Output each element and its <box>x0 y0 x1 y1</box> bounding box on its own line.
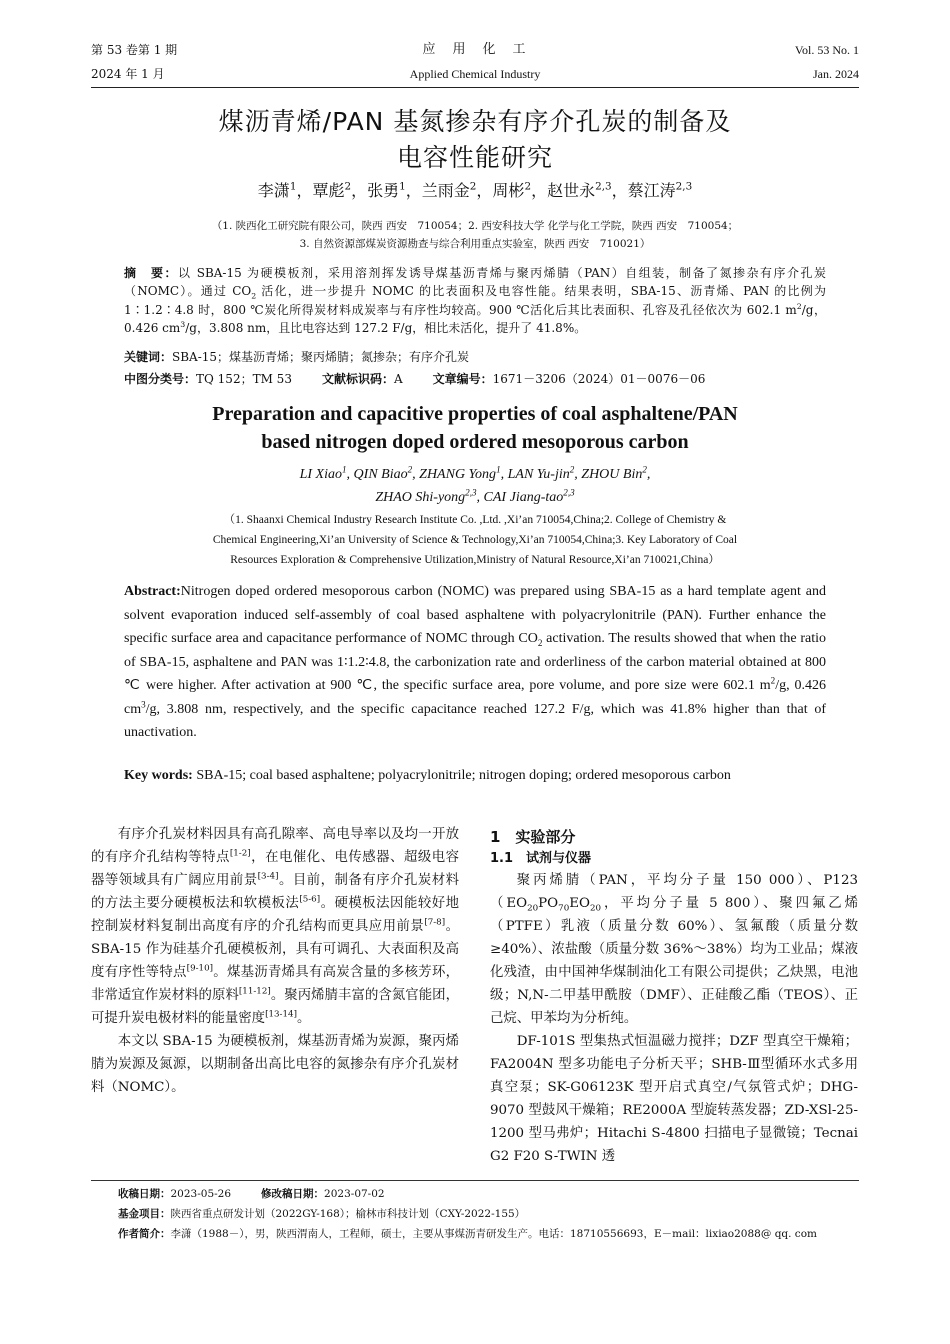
affiliation-en-line2: Chemical Engineering,Xi’an University of Science & Technology,Xi’an 710054,China;3. Key Laboratory of Coal <box>212 534 738 546</box>
header-date-en: Jan. 2024 <box>813 67 859 81</box>
keywords-cn: 关键词：SBA-15；煤基沥青烯；聚丙烯腈；氮掺杂；有序介孔炭 <box>124 350 470 364</box>
body-paragraph: 聚丙烯腈（PAN，平均分子量 150 000）、$P123(EO_{20}PO_{70}EO_{20}$，平均分子量 5 800）、聚四氟乙烯（PTFE）乳液（质量分数 60%）、氢氟酸（质量分数≥40%）、浓盐酸（质量分数 36%～38%）均为工业品；煤液化残渣，由中国神华煤制油化工有限公司提供；乙炔黑，电池级；N,N-二甲基甲酰胺（DMF）、正硅酸乙酯（TEOS）、正己烷、甲苯均为分析纯。 <box>490 873 858 1026</box>
body-paragraph: 本文以 SBA-15 为硬模板剂，煤基沥青烯为炭源，聚丙烯腈为炭源及氮源，以期制备出高比电容的氮掺杂有序介孔炭材料（NOMC）。 <box>91 1034 459 1095</box>
header-rule <box>91 87 859 88</box>
affiliation-en-line3: Resources Exploration & Comprehensive Utilization,Ministry of Natural Resource,Xi’an 710021,China） <box>230 554 720 566</box>
author-cn: 赵世永 <box>547 181 596 200</box>
header-volume-issue: 第 53 卷第 1 期 <box>91 43 178 57</box>
footnote-author-bio: 作者简介：李潇（1988－），男，陕西渭南人，工程师，硕士，主要从事煤沥青研发生产。电话：18710556693，E－mail：lixiao2088@ qq. com <box>118 1228 817 1240</box>
title-cn-line1: 煤沥青烯/PAN 基氮掺杂有序介孔炭的制备及 <box>218 107 732 136</box>
authors-en-line2: ZHAO Shi-yong$^{2,3}$, CAI Jiang-tao$^{2,3}$ <box>375 487 575 505</box>
abstract-cn: 摘 要：以 SBA-15 为硬模板剂，采用溶剂挥发诱导煤基沥青烯与聚丙烯腈（PAN）自组装，制备了氮掺杂有序介孔炭（NOMC）。通过 $CO_2$ 活化，进一步提升 NOMC 的比表面积及电容性能。结果表明，SBA-15、沥青烯、PAN 的比例为 1∶1.2∶4.8 时，800 ℃炭化所得炭材料成炭率与有序性均较高。900 ℃活化后其比表面积、孔容及孔径依次为 602.1 $m^2/g$，0.426 $cm^3/g$，3.808 nm，且比电容达到 127.2 F/g，相比未活化，提升了 41.8%。 <box>124 266 826 335</box>
abstract-en: Abstract:Nitrogen doped ordered mesoporous carbon (NOMC) was prepared using SBA-15 as a hard template agent and solvent evaporation induced self-assembly of coal based asphaltene with polyacrylonitrile (PAN). Further enhance the specific surface area and capacitance performance of NOMC through $CO_2$ activation. The results showed that when the ratio of SBA-15, asphaltene and PAN was 1∶1.2∶4.8, the carbonization rate and orderliness of the carbon material obtained at 800 ℃ were higher. After activation at 900 ℃, the specific surface area, pore volume, and pore size were 602.1 $m^2/g$, 0.426 $cm^3/g$, 3.808 nm, respectively, and the specific capacitance reached 127.2 F/g, which was 41.8% higher than that of unactivation. <box>124 584 827 740</box>
keywords-cn-label: 关键词： <box>124 350 173 364</box>
header-vol-en: Vol. 53 No. 1 <box>794 43 859 57</box>
authors-cn: 李潇$^1$，覃彪$^2$，张勇$^1$，兰雨金$^2$，周彬$^2$，赵世永$^{2,3}$，蔡江涛$^{2,3}$ <box>257 180 693 200</box>
author-cn: 李潇 <box>257 181 290 200</box>
author-cn: 张勇 <box>367 181 400 200</box>
affiliation-en-line1: （1. Shaanxi Chemical Industry Research Institute Co. ,Ltd. ,Xi’an 710054,China;2. College of Chemistry & <box>223 514 727 526</box>
header-journal-cn: 应 用 化 工 <box>422 42 528 57</box>
author-cn: 蔡江涛 <box>627 181 676 200</box>
author-cn: 兰雨金 <box>421 181 470 200</box>
title-en-line2: based nitrogen doped ordered mesoporous carbon <box>261 431 689 453</box>
header-date: 2024 年 1 月 <box>91 67 165 81</box>
title-cn-line2: 电容性能研究 <box>396 143 553 172</box>
classification-line: 中图分类号：TQ 152；TM 53 文献标识码：A 文章编号：1671－3206（2024）01－0076－06 <box>124 372 706 386</box>
keywords-en: Key words: SBA-15; coal based asphaltene; polyacrylonitrile; nitrogen doping; ordered mesoporous carbon <box>124 768 731 783</box>
footnote-dates: 收稿日期：2023-05-26 修改稿日期：2023-07-02 <box>118 1188 385 1200</box>
abstract-cn-label: 摘 要： <box>124 266 178 280</box>
body-paragraph: DF-101S 型集热式恒温磁力搅拌；DZF 型真空干燥箱；FA2004N 型多功能电子分析天平；SHB-Ⅲ型循环水式多用真空泵；SK-G06123K 型开启式真空/气氛管式炉；DHG-9070 型鼓风干燥箱；RE2000A 型旋转蒸发器；ZD-XSl-25-1200 型马弗炉；Hitachi S-4800 扫描电子显微镜；Tecnai G2 F20 S-TWIN 透 <box>490 1034 858 1164</box>
abstract-en-label: Abstract: <box>124 584 181 599</box>
author-cn: 覃彪 <box>312 181 345 200</box>
section-heading: 1 实验部分 <box>490 828 576 846</box>
affiliation-cn-line1: （1. 陕西化工研究院有限公司，陕西 西安 710054；2. 西安科技大学 化学与化工学院，陕西 西安 710054； <box>211 220 739 232</box>
author-cn: 周彬 <box>492 181 525 200</box>
subsection-heading: 1.1 试剂与仪器 <box>490 851 592 866</box>
title-en-line1: Preparation and capacitive properties of coal asphaltene/PAN <box>212 403 738 425</box>
body-right-column <box>490 825 858 1168</box>
body-paragraph: 有序介孔炭材料因具有高孔隙率、高电导率以及均一开放的有序介孔结构等特点[1-2]，在电催化、电传感器、超级电容器等领域具有广阔应用前景[3-4]。目前，制备有序介孔炭材料的方法主要分硬模板法和软模板法[5-6]。硬模板法因能较好地控制炭材料复制出高度有序的介孔结构而更具应用前景[7-8]。SBA-15 作为硅基介孔硬模板剂，具有可调孔、大表面积及高度有序性等特点[9-10]。煤基沥青烯具有高炭含量的多核芳环，非常适宜作炭材料的原料[11-12]。聚丙烯腈丰富的含氮官能团，可提升炭电极材料的能量密度[13-14]。 <box>91 827 460 1026</box>
keywords-en-label: Key words: <box>124 768 193 783</box>
header-journal-en: Applied Chemical Industry <box>409 67 541 81</box>
body-left-column <box>91 823 459 1099</box>
affiliation-cn-line2: 3. 自然资源部煤炭资源勘查与综合利用重点实验室，陕西 西安 710021） <box>299 238 651 250</box>
footnote-rule <box>91 1180 859 1181</box>
footnote-funding: 基金项目：陕西省重点研发计划（2022GY-168）；榆林市科技计划（CXY-2022-155） <box>118 1208 526 1220</box>
authors-en-line1: LI Xiao$^1$, QIN Biao$^2$, ZHANG Yong$^1$, LAN Yu-jin$^2$, ZHOU Bin$^2$, <box>299 464 651 482</box>
